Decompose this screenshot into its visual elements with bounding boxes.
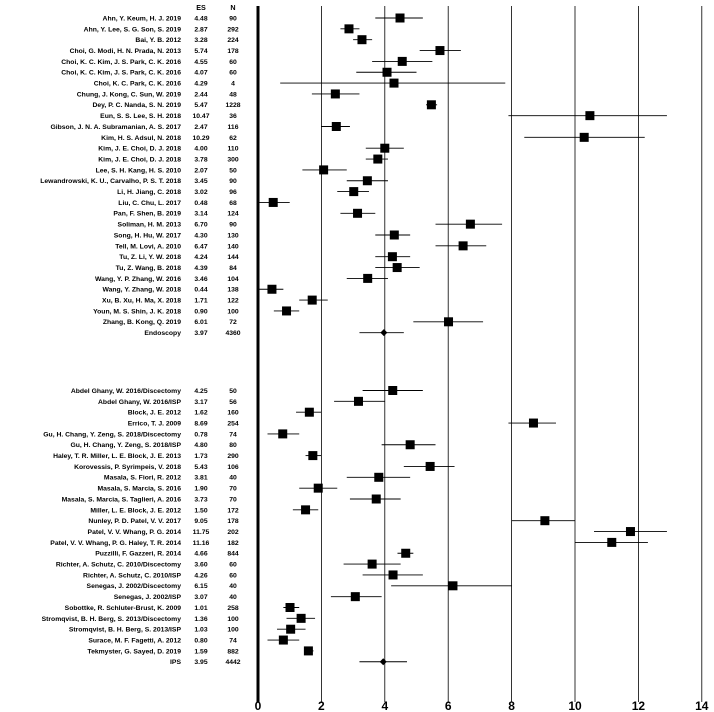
study-label: Gu, H. Chang, Y. Zeng, S. 2018/ISP xyxy=(70,442,181,450)
es-value: 0.44 xyxy=(194,286,208,294)
es-value: 3.28 xyxy=(194,37,208,45)
point-estimate xyxy=(585,111,594,120)
es-value: 1.59 xyxy=(194,648,208,656)
n-value: 290 xyxy=(227,453,239,460)
study-row xyxy=(114,231,410,240)
point-estimate xyxy=(351,592,360,601)
n-value: 844 xyxy=(227,550,239,558)
point-estimate xyxy=(301,505,310,514)
study-label: Haley, T. R. Miller, L. E. Block, J. E. 2013 xyxy=(53,453,181,460)
study-label: Kim, J. E. Choi, D. J. 2018 xyxy=(98,145,181,153)
study-label: Senegas, J. 2002/Discectomy xyxy=(86,583,181,591)
study-row xyxy=(65,603,300,612)
study-label: Nunley, P. D. Patel, V. V. 2017 xyxy=(88,518,181,526)
point-estimate xyxy=(390,231,399,240)
es-value: 3.97 xyxy=(194,330,208,338)
study-label: Gibson, J. N. A. Subramanian, A. S. 2017 xyxy=(50,123,181,131)
study-label: Bai, Y. B. 2012 xyxy=(135,37,181,45)
es-value: 1.62 xyxy=(194,409,208,417)
point-estimate xyxy=(308,296,317,305)
x-tick-label: 4 xyxy=(381,699,389,712)
n-value: 68 xyxy=(229,199,237,207)
n-value: 292 xyxy=(227,26,239,34)
es-value: 1.73 xyxy=(194,453,208,460)
es-value: 4.55 xyxy=(194,58,208,66)
study-row xyxy=(94,79,506,88)
es-value: 4.24 xyxy=(194,254,208,262)
study-label: Lewandrowski, K. U., Carvalho, P. S. T. 2018 xyxy=(40,178,181,186)
point-estimate xyxy=(426,462,435,471)
point-estimate xyxy=(374,473,383,482)
point-estimate xyxy=(529,419,538,428)
study-label: Korovessis, P. Syrimpeis, V. 2018 xyxy=(74,463,181,471)
n-value: 60 xyxy=(229,561,237,569)
n-value: 100 xyxy=(227,615,239,623)
point-estimate xyxy=(363,176,372,185)
study-label: Tu, Z. Wang, B. 2018 xyxy=(115,264,181,272)
n-value: 84 xyxy=(229,264,237,272)
point-estimate xyxy=(401,549,410,558)
n-value: 300 xyxy=(227,156,239,164)
n-value: 122 xyxy=(227,297,239,305)
study-row xyxy=(70,46,461,55)
study-label: Xu, B. Xu, H. Ma, X. 2018 xyxy=(102,297,181,305)
study-label: Surace, M. F. Fagetti, A. 2012 xyxy=(88,637,181,645)
es-value: 2.47 xyxy=(194,123,208,131)
es-value: 3.78 xyxy=(194,156,208,164)
es-value: 6.15 xyxy=(194,583,208,591)
n-value: 100 xyxy=(227,626,239,634)
n-value: 178 xyxy=(227,518,239,526)
study-row xyxy=(98,144,404,153)
point-estimate xyxy=(373,155,382,164)
n-value: 182 xyxy=(227,539,239,547)
study-label: Errico, T. J. 2009 xyxy=(127,420,181,428)
n-value: 90 xyxy=(229,221,237,229)
point-estimate xyxy=(332,122,341,131)
point-estimate xyxy=(427,100,436,109)
x-tick-label: 2 xyxy=(318,699,325,712)
n-value: 50 xyxy=(229,387,237,395)
study-row xyxy=(128,408,322,417)
point-estimate xyxy=(279,636,288,645)
study-row xyxy=(93,306,299,315)
es-value: 3.17 xyxy=(194,398,208,406)
point-estimate xyxy=(357,35,366,44)
es-value: 0.78 xyxy=(194,431,208,439)
n-value: 48 xyxy=(229,91,237,99)
study-label: Choi, K. C. Park, C. K. 2016 xyxy=(93,80,181,88)
n-value: 62 xyxy=(229,134,237,142)
study-row xyxy=(113,209,375,218)
es-value: 1.50 xyxy=(194,507,208,515)
point-estimate xyxy=(444,317,453,326)
vertical-gridlines xyxy=(258,6,702,702)
es-value: 4.26 xyxy=(194,572,208,580)
study-row xyxy=(98,397,385,406)
es-value: 4.80 xyxy=(194,442,208,450)
n-value: 178 xyxy=(227,47,239,55)
n-value: 130 xyxy=(227,232,239,240)
n-value: 110 xyxy=(227,145,239,153)
point-estimate xyxy=(406,440,415,449)
study-rows xyxy=(40,14,667,667)
point-estimate xyxy=(396,14,405,23)
study-label: Pan, F. Shen, B. 2019 xyxy=(113,210,181,218)
study-row xyxy=(96,165,347,174)
es-value: 5.47 xyxy=(194,102,208,110)
es-value: 1.71 xyxy=(194,297,208,305)
point-estimate xyxy=(297,614,306,623)
es-value: 5.43 xyxy=(194,463,208,471)
study-row xyxy=(98,155,388,164)
es-value: 1.01 xyxy=(194,604,208,612)
study-label: Wang, Y. P. Zhang, W. 2016 xyxy=(95,275,181,283)
n-value: 258 xyxy=(227,604,239,612)
es-value: 4.30 xyxy=(194,232,208,240)
point-estimate xyxy=(319,165,328,174)
es-value: 3.45 xyxy=(194,178,208,186)
study-label: Choi, K. C. Kim, J. S. Park, C. K. 2016 xyxy=(61,69,181,77)
study-label: Puzzilli, F. Gazzeri, R. 2014 xyxy=(95,550,181,558)
study-label: Masala, S. Fiori, R. 2012 xyxy=(103,474,181,482)
es-value: 2.44 xyxy=(194,91,208,99)
study-row xyxy=(83,570,423,579)
n-value: 60 xyxy=(229,69,237,77)
es-value: 1.90 xyxy=(194,485,208,493)
es-value: 4.39 xyxy=(194,264,208,272)
study-row xyxy=(88,527,667,536)
es-value: 9.05 xyxy=(194,518,208,526)
study-row xyxy=(128,419,556,428)
n-value: 138 xyxy=(227,286,239,294)
study-row xyxy=(100,111,667,120)
es-value: 3.14 xyxy=(194,210,208,218)
point-estimate xyxy=(282,306,291,315)
study-row xyxy=(50,538,648,547)
study-row xyxy=(56,560,401,569)
es-value: 4.07 xyxy=(194,69,208,77)
study-label: Li, H. Jiang, C. 2018 xyxy=(117,189,181,196)
point-estimate xyxy=(580,133,589,142)
n-value: 50 xyxy=(229,167,237,175)
n-value: 202 xyxy=(227,528,239,536)
point-estimate xyxy=(354,397,363,406)
point-estimate xyxy=(466,220,475,229)
point-estimate xyxy=(398,57,407,66)
point-estimate xyxy=(388,252,397,261)
n-value: 172 xyxy=(227,507,239,515)
point-estimate xyxy=(383,68,392,77)
study-label: Wang, Y. Zhang, W. 2018 xyxy=(102,286,181,294)
study-row xyxy=(102,285,283,294)
es-value: 11.75 xyxy=(192,528,210,536)
study-row xyxy=(77,89,360,98)
n-value: 116 xyxy=(227,123,239,131)
x-tick-label: 6 xyxy=(444,699,452,712)
study-row xyxy=(62,495,401,504)
n-value: 74 xyxy=(229,637,237,645)
point-estimate xyxy=(380,144,389,153)
es-value: 10.29 xyxy=(192,134,210,142)
es-value: 4.25 xyxy=(194,387,208,395)
study-row xyxy=(97,484,337,493)
study-row xyxy=(118,198,289,207)
es-value: 2.87 xyxy=(194,26,208,34)
study-label: Masala, S. Marcia, S. 2016 xyxy=(97,485,181,493)
es-value: 0.80 xyxy=(194,637,208,645)
study-label: Ahn, Y. Lee, S. G. Son, S. 2019 xyxy=(83,26,181,34)
es-value: 3.07 xyxy=(194,594,208,602)
n-value: 56 xyxy=(229,398,237,406)
study-row xyxy=(90,505,318,514)
point-estimate xyxy=(267,285,276,294)
study-label: Stromqvist, B. H. Berg, S. 2013/ISP xyxy=(68,626,181,634)
point-estimate xyxy=(607,538,616,547)
point-estimate xyxy=(389,79,398,88)
study-row xyxy=(135,35,372,44)
n-value: 124 xyxy=(227,210,239,218)
study-label: Patel, V. V. Whang, P. G. Haley, T. R. 2014 xyxy=(50,539,181,547)
point-estimate xyxy=(314,484,323,493)
study-label: Liu, C. Chu, L. 2017 xyxy=(118,199,181,207)
study-label: Tu, Z. Li, Y. W. 2018 xyxy=(119,254,181,262)
point-estimate xyxy=(388,386,397,395)
study-row xyxy=(53,451,321,460)
n-value: 104 xyxy=(227,275,239,283)
study-row xyxy=(61,68,416,77)
study-row xyxy=(118,220,503,229)
n-value: 4 xyxy=(231,80,235,88)
study-row xyxy=(61,57,432,66)
n-value: 160 xyxy=(227,409,239,417)
study-label: Tell, M. Lovi, A. 2010 xyxy=(115,243,181,251)
point-estimate xyxy=(626,527,635,536)
study-row xyxy=(87,646,313,655)
n-value: 72 xyxy=(229,319,237,327)
n-value: 4442 xyxy=(225,659,241,667)
study-label: Lee, S. H. Kang, H. S. 2010 xyxy=(95,167,181,175)
point-estimate xyxy=(363,274,372,283)
es-value: 11.16 xyxy=(192,539,210,547)
n-value: 100 xyxy=(227,308,239,316)
point-estimate xyxy=(331,89,340,98)
study-row xyxy=(115,241,486,250)
study-row xyxy=(43,429,299,438)
column-headers xyxy=(196,3,235,12)
es-value: 8.69 xyxy=(194,420,208,428)
study-row xyxy=(40,176,388,185)
study-row xyxy=(42,614,315,623)
study-label: Abdel Ghany, W. 2016/Discectomy xyxy=(70,387,181,395)
n-value: 80 xyxy=(229,442,237,450)
study-row xyxy=(71,386,423,395)
point-estimate xyxy=(393,263,402,272)
study-label: Ahn, Y. Keum, H. J. 2019 xyxy=(102,15,181,23)
point-estimate xyxy=(278,429,287,438)
point-estimate xyxy=(305,408,314,417)
study-row xyxy=(69,625,306,634)
n-value: 90 xyxy=(229,15,237,23)
summary-row xyxy=(170,658,407,666)
n-value: 106 xyxy=(227,463,239,471)
study-label: Patel, V. V. Whang, P. G. 2014 xyxy=(87,528,181,536)
point-estimate xyxy=(435,46,444,55)
study-label: Song, H. Hu, W. 2017 xyxy=(113,232,181,240)
es-column-header: ES xyxy=(196,3,206,12)
es-value: 3.02 xyxy=(194,189,208,196)
n-value: 40 xyxy=(229,474,237,482)
study-row xyxy=(84,24,360,33)
study-label: Choi, G. Modi, H. N. Prada, N. 2013 xyxy=(69,47,181,55)
study-label: Kim, H. S. Adsul, N. 2018 xyxy=(101,134,181,142)
n-value: 144 xyxy=(227,254,239,262)
n-value: 60 xyxy=(229,58,237,66)
study-label: Soliman, H. M. 2013 xyxy=(117,221,181,229)
n-value: 882 xyxy=(227,648,239,656)
n-value: 224 xyxy=(227,37,239,45)
es-value: 3.60 xyxy=(194,561,208,569)
x-tick-label: 8 xyxy=(508,699,515,712)
n-value: 4360 xyxy=(225,330,241,338)
study-row xyxy=(102,296,328,305)
n-value: 70 xyxy=(229,485,237,493)
study-label: Sobottke, R. Schluter-Brust, K. 2009 xyxy=(64,604,181,612)
summary-diamond xyxy=(380,658,387,665)
study-row xyxy=(74,462,454,471)
summary-row xyxy=(144,329,403,337)
n-column-header: N xyxy=(230,3,236,12)
es-value: 3.73 xyxy=(194,496,208,504)
study-row xyxy=(117,187,369,196)
study-row xyxy=(103,14,423,23)
es-value: 6.70 xyxy=(194,221,208,229)
point-estimate xyxy=(286,625,295,634)
x-tick-label: 12 xyxy=(631,699,646,712)
study-label: Block, J. E. 2012 xyxy=(127,409,181,417)
es-value: 3.81 xyxy=(194,474,208,482)
es-value: 3.46 xyxy=(194,275,208,283)
es-value: 6.47 xyxy=(194,243,208,251)
es-value: 4.66 xyxy=(194,550,208,558)
study-label: Zhang, B. Kong, Q. 2019 xyxy=(102,319,181,327)
summary-diamond xyxy=(380,329,387,336)
es-value: 3.95 xyxy=(194,659,208,667)
point-estimate xyxy=(344,24,353,33)
study-row xyxy=(95,274,388,283)
study-row xyxy=(88,636,299,645)
es-value: 4.00 xyxy=(194,145,208,153)
study-label: Richter, A. Schutz, C. 2010/ISP xyxy=(83,572,181,580)
study-row xyxy=(103,317,483,326)
point-estimate xyxy=(353,209,362,218)
n-value: 74 xyxy=(229,431,237,439)
study-label: Youn, M. S. Shin, J. K. 2018 xyxy=(93,308,181,316)
study-label: Chung, J. Kong, C. Sun, W. 2019 xyxy=(76,91,181,99)
es-value: 0.90 xyxy=(194,308,208,316)
n-value: 1228 xyxy=(225,102,241,110)
study-label: Senegas, J. 2002/ISP xyxy=(113,594,181,602)
study-label: Masala, S. Marcia, S. Taglieri, A. 2016 xyxy=(61,496,181,504)
study-label: Miller, L. E. Block, J. E. 2012 xyxy=(90,507,181,515)
es-value: 4.29 xyxy=(194,80,208,88)
study-label: Eun, S. S. Lee, S. H. 2018 xyxy=(100,113,181,121)
x-axis xyxy=(255,699,709,712)
study-row xyxy=(101,133,645,142)
study-row xyxy=(50,122,349,131)
es-value: 5.74 xyxy=(194,47,208,55)
point-estimate xyxy=(349,187,358,196)
es-value: 6.01 xyxy=(194,319,208,327)
n-value: 70 xyxy=(229,496,237,504)
point-estimate xyxy=(372,495,381,504)
study-row xyxy=(88,516,575,525)
n-value: 140 xyxy=(227,243,239,251)
n-value: 90 xyxy=(229,178,237,186)
es-value: 1.36 xyxy=(194,615,208,623)
study-label: Choi, K. C. Kim, J. S. Park, C. K. 2016 xyxy=(61,58,181,66)
n-value: 40 xyxy=(229,594,237,602)
es-value: 4.48 xyxy=(194,15,208,23)
study-label: Kim, J. E. Choi, D. J. 2018 xyxy=(98,156,181,164)
es-value: 10.47 xyxy=(192,113,210,121)
point-estimate xyxy=(368,560,377,569)
point-estimate xyxy=(308,451,317,460)
point-estimate xyxy=(459,241,468,250)
summary-label: IPS xyxy=(170,659,181,667)
study-label: Abdel Ghany, W. 2016/ISP xyxy=(98,398,181,406)
es-value: 1.03 xyxy=(194,626,208,634)
point-estimate xyxy=(448,581,457,590)
point-estimate xyxy=(304,646,313,655)
point-estimate xyxy=(540,516,549,525)
point-estimate xyxy=(269,198,278,207)
study-label: Tekmyster, G. Sayed, D. 2019 xyxy=(87,648,181,656)
point-estimate xyxy=(389,570,398,579)
n-value: 60 xyxy=(229,572,237,580)
study-label: Richter, A. Schutz, C. 2010/Discectomy xyxy=(55,561,181,569)
study-row xyxy=(116,263,420,272)
study-row xyxy=(114,592,382,601)
es-value: 2.07 xyxy=(194,167,208,175)
x-tick-label: 0 xyxy=(254,699,262,712)
summary-label: Endoscopy xyxy=(144,330,181,338)
n-value: 36 xyxy=(229,113,237,121)
study-label: Stromqvist, B. H. Berg, S. 2013/Discectomy xyxy=(41,615,181,623)
study-row xyxy=(92,100,437,109)
n-value: 40 xyxy=(229,583,237,591)
study-row xyxy=(95,549,413,558)
study-label: Gu, H. Chang, Y. Zeng, S. 2018/Discectomy xyxy=(43,431,181,439)
study-row xyxy=(70,440,435,449)
study-row xyxy=(119,252,410,261)
n-value: 96 xyxy=(229,189,237,196)
es-value: 0.48 xyxy=(194,199,208,207)
x-tick-label: 10 xyxy=(568,699,582,712)
study-label: Dey, P. C. Nanda, S. N. 2019 xyxy=(92,102,181,110)
n-value: 254 xyxy=(227,420,239,428)
point-estimate xyxy=(286,603,295,612)
x-tick-label: 14 xyxy=(695,699,709,712)
